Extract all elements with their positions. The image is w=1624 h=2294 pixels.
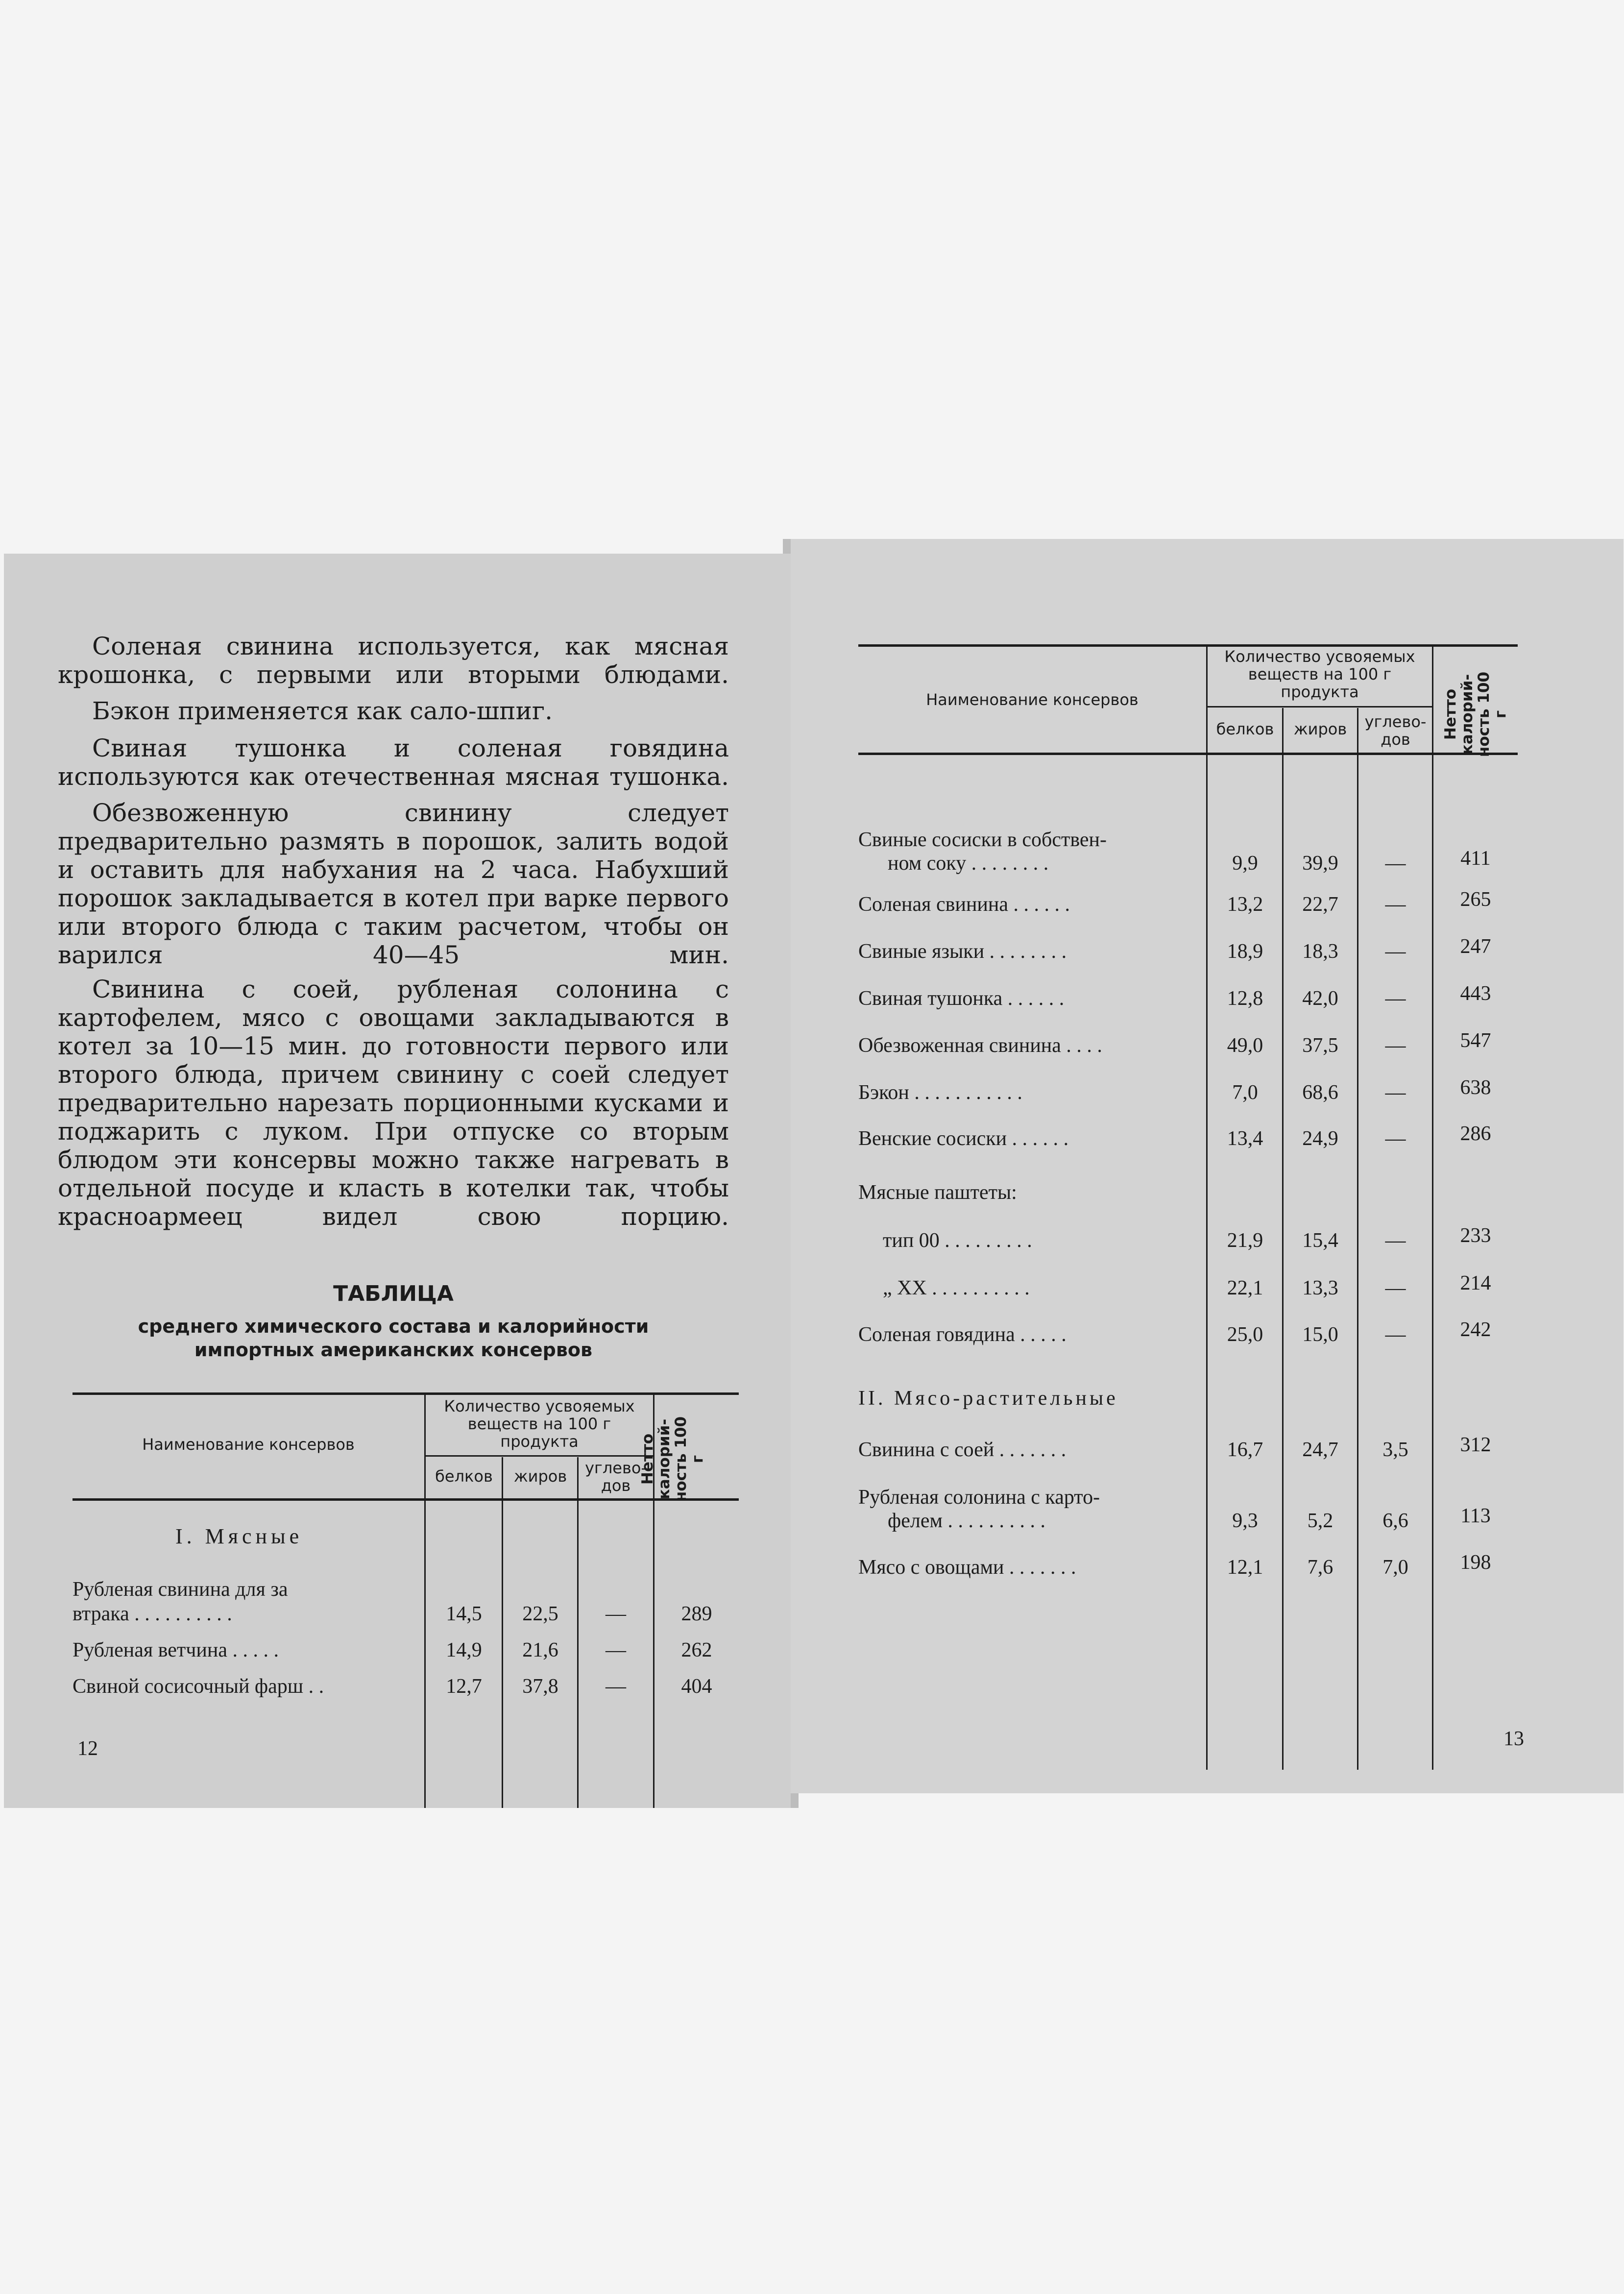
- column-rule: [1357, 708, 1358, 1770]
- table-top-rule: [73, 1392, 739, 1395]
- section-heading: I. Мясные: [175, 1524, 303, 1548]
- cell-kcal: 547: [1460, 1029, 1491, 1052]
- header-name-column: Наименование консервов: [926, 690, 1139, 709]
- header-kcal: Нетто калорий-ность 100 г: [639, 1416, 706, 1502]
- cell-carbs: 3,5: [1382, 1439, 1408, 1461]
- header-protein: белков: [1216, 720, 1274, 738]
- cell-protein: 21,9: [1227, 1229, 1263, 1252]
- column-rule: [1206, 644, 1208, 1770]
- header-group: Количество усвояемых веществ на 100 г продукта: [1224, 647, 1415, 701]
- cell-fat: 24,9: [1302, 1127, 1338, 1150]
- cell-carbs: —: [1385, 893, 1406, 916]
- cell-kcal: 247: [1460, 935, 1491, 958]
- cell-protein: 12,7: [446, 1675, 482, 1698]
- cell-fat: 15,4: [1302, 1229, 1338, 1252]
- cell-protein: 49,0: [1227, 1034, 1263, 1057]
- header-carbs: углево-дов: [585, 1459, 647, 1495]
- cell-kcal: 286: [1460, 1123, 1491, 1145]
- row-name: Соленая говядина . . . . .: [858, 1323, 1067, 1346]
- cell-protein: 9,9: [1232, 852, 1258, 875]
- column-rule: [1432, 644, 1433, 1770]
- cell-carbs: 7,0: [1382, 1556, 1408, 1579]
- cell-kcal: 198: [1460, 1551, 1491, 1574]
- cell-protein: 25,0: [1227, 1323, 1263, 1346]
- cell-fat: 5,2: [1307, 1510, 1333, 1532]
- cell-fat: 39,9: [1302, 852, 1338, 875]
- row-name: Рубленая солонина с карто-: [858, 1486, 1100, 1509]
- cell-protein: 18,9: [1227, 940, 1263, 963]
- cell-carbs: —: [606, 1675, 626, 1698]
- cell-carbs: —: [1385, 1081, 1406, 1104]
- cell-kcal: 233: [1460, 1224, 1491, 1247]
- cell-protein: 9,3: [1232, 1510, 1258, 1532]
- cell-carbs: —: [1385, 1277, 1406, 1299]
- cell-protein: 7,0: [1232, 1081, 1258, 1104]
- header-protein: белков: [435, 1467, 493, 1486]
- cell-kcal: 262: [681, 1639, 712, 1661]
- cell-fat: 37,8: [522, 1675, 558, 1698]
- cell-kcal: 113: [1460, 1505, 1491, 1527]
- row-name: Свиные сосиски в собствен-: [858, 829, 1107, 851]
- header-kcal: Нетто калорий-ность 100 г: [1442, 671, 1509, 757]
- page-number: 13: [1503, 1728, 1524, 1750]
- row-name: Мясные паштеты:: [858, 1181, 1017, 1204]
- page-number: 12: [77, 1737, 98, 1760]
- row-name: Свинина с соей . . . . . . .: [858, 1439, 1067, 1461]
- cell-protein: 16,7: [1227, 1439, 1263, 1461]
- cell-kcal: 404: [681, 1675, 712, 1698]
- row-name: Бэкон . . . . . . . . . . .: [858, 1081, 1022, 1104]
- cell-protein: 14,9: [446, 1639, 482, 1661]
- row-name: „ XX . . . . . . . . . .: [883, 1277, 1030, 1299]
- cell-kcal: 411: [1460, 847, 1491, 870]
- header-carbs: углево-дов: [1364, 712, 1427, 749]
- table-subtitle: импортных американских консервов: [194, 1339, 593, 1361]
- cell-protein: 13,2: [1227, 893, 1263, 916]
- cell-carbs: —: [606, 1639, 626, 1661]
- row-name: тип 00 . . . . . . . . .: [883, 1229, 1032, 1252]
- header-bottom-rule: [73, 1498, 739, 1501]
- cell-fat: 18,3: [1302, 940, 1338, 963]
- header-fat: жиров: [513, 1467, 567, 1486]
- cell-fat: 24,7: [1302, 1439, 1338, 1461]
- cell-fat: 68,6: [1302, 1081, 1338, 1104]
- cell-kcal: 312: [1460, 1434, 1491, 1456]
- cell-protein: 12,8: [1227, 987, 1263, 1010]
- cell-kcal: 265: [1460, 888, 1491, 911]
- row-name: втрака . . . . . . . . . .: [73, 1603, 232, 1625]
- cell-fat: 37,5: [1302, 1034, 1338, 1057]
- cell-carbs: 6,6: [1382, 1510, 1408, 1532]
- paragraph: Свинина с соей, рубленая солонина с картофелем, мясо с овощами закладываются в котел за 10—15 мин. до готовности первого или второго блюда, причем свинину с соей следует предварительно нарезать порционными кусками и поджарить с луком. При отпуске со вторым блюдом эти консервы можно также нагревать в отдельной посуде и класть в котелки так, чтобы красноармеец видел свою порцию.: [58, 975, 729, 1231]
- row-name: Мясо с овощами . . . . . . .: [858, 1556, 1076, 1579]
- column-rule: [577, 1457, 579, 1808]
- cell-protein: 14,5: [446, 1603, 482, 1625]
- row-name: Рубленая ветчина . . . . .: [73, 1639, 279, 1661]
- row-name: Соленая свинина . . . . . .: [858, 893, 1070, 916]
- row-name: Свиной сосисочный фарш . .: [73, 1675, 324, 1698]
- cell-fat: 21,6: [522, 1639, 558, 1661]
- table-subtitle: среднего химического состава и калорийности: [138, 1316, 649, 1337]
- cell-protein: 13,4: [1227, 1127, 1263, 1150]
- table-top-rule: [858, 644, 1518, 647]
- row-name: Свиная тушонка . . . . . .: [858, 987, 1065, 1010]
- cell-protein: 22,1: [1227, 1277, 1263, 1299]
- header-bottom-rule: [858, 753, 1518, 755]
- column-rule: [502, 1457, 503, 1808]
- cell-carbs: —: [1385, 1323, 1406, 1346]
- paragraph: Обезвоженную свинину следует предварительно размять в порошок, залить водой и оставить для набухания на 2 часа. Набухший порошок закладывается в котел при варке первого или второго блюда с таким расчетом, чтобы он варился 40—45 мин.: [58, 799, 729, 969]
- cell-fat: 15,0: [1302, 1323, 1338, 1346]
- cell-carbs: —: [1385, 852, 1406, 875]
- right-page: [791, 539, 1624, 1793]
- cell-kcal: 443: [1460, 982, 1491, 1005]
- cell-protein: 12,1: [1227, 1556, 1263, 1579]
- cell-carbs: —: [606, 1603, 626, 1625]
- row-name: Свиные языки . . . . . . . .: [858, 940, 1067, 963]
- cell-carbs: —: [1385, 940, 1406, 963]
- table-title: ТАБЛИЦА: [333, 1281, 454, 1306]
- left-page: [4, 554, 791, 1808]
- row-name: Венские сосиски . . . . . .: [858, 1127, 1069, 1150]
- cell-kcal: 214: [1460, 1272, 1491, 1294]
- header-group: Количество усвояемых веществ на 100 г продукта: [444, 1397, 635, 1451]
- section-heading: II. Мясо-растительные: [858, 1387, 1118, 1410]
- header-subrule: [1206, 706, 1432, 708]
- cell-carbs: —: [1385, 1127, 1406, 1150]
- cell-kcal: 638: [1460, 1076, 1491, 1099]
- header-name-column: Наименование консервов: [142, 1435, 355, 1454]
- cell-fat: 22,5: [522, 1603, 558, 1625]
- header-subrule: [424, 1455, 653, 1457]
- cell-fat: 42,0: [1302, 987, 1338, 1010]
- cell-carbs: —: [1385, 1034, 1406, 1057]
- paragraph: Соленая свинина используется, как мясная крошонка, с первыми или вторыми блюдами.: [58, 632, 729, 689]
- cell-kcal: 289: [681, 1603, 712, 1625]
- header-fat: жиров: [1293, 720, 1347, 738]
- paragraph: Бэкон применяется как сало-шпиг.: [92, 697, 553, 725]
- cell-fat: 13,3: [1302, 1277, 1338, 1299]
- cell-carbs: —: [1385, 987, 1406, 1010]
- cell-fat: 22,7: [1302, 893, 1338, 916]
- row-name: ном соку . . . . . . . .: [888, 852, 1049, 875]
- row-name: фелем . . . . . . . . . .: [888, 1510, 1046, 1532]
- cell-kcal: 242: [1460, 1318, 1491, 1341]
- cell-fat: 7,6: [1307, 1556, 1333, 1579]
- row-name: Обезвоженная свинина . . . .: [858, 1034, 1102, 1057]
- row-name: Рубленая свинина для за: [73, 1578, 288, 1601]
- cell-carbs: —: [1385, 1229, 1406, 1252]
- paragraph: Свиная тушонка и соленая говядина используются как отечественная мясная тушонка.: [58, 734, 729, 791]
